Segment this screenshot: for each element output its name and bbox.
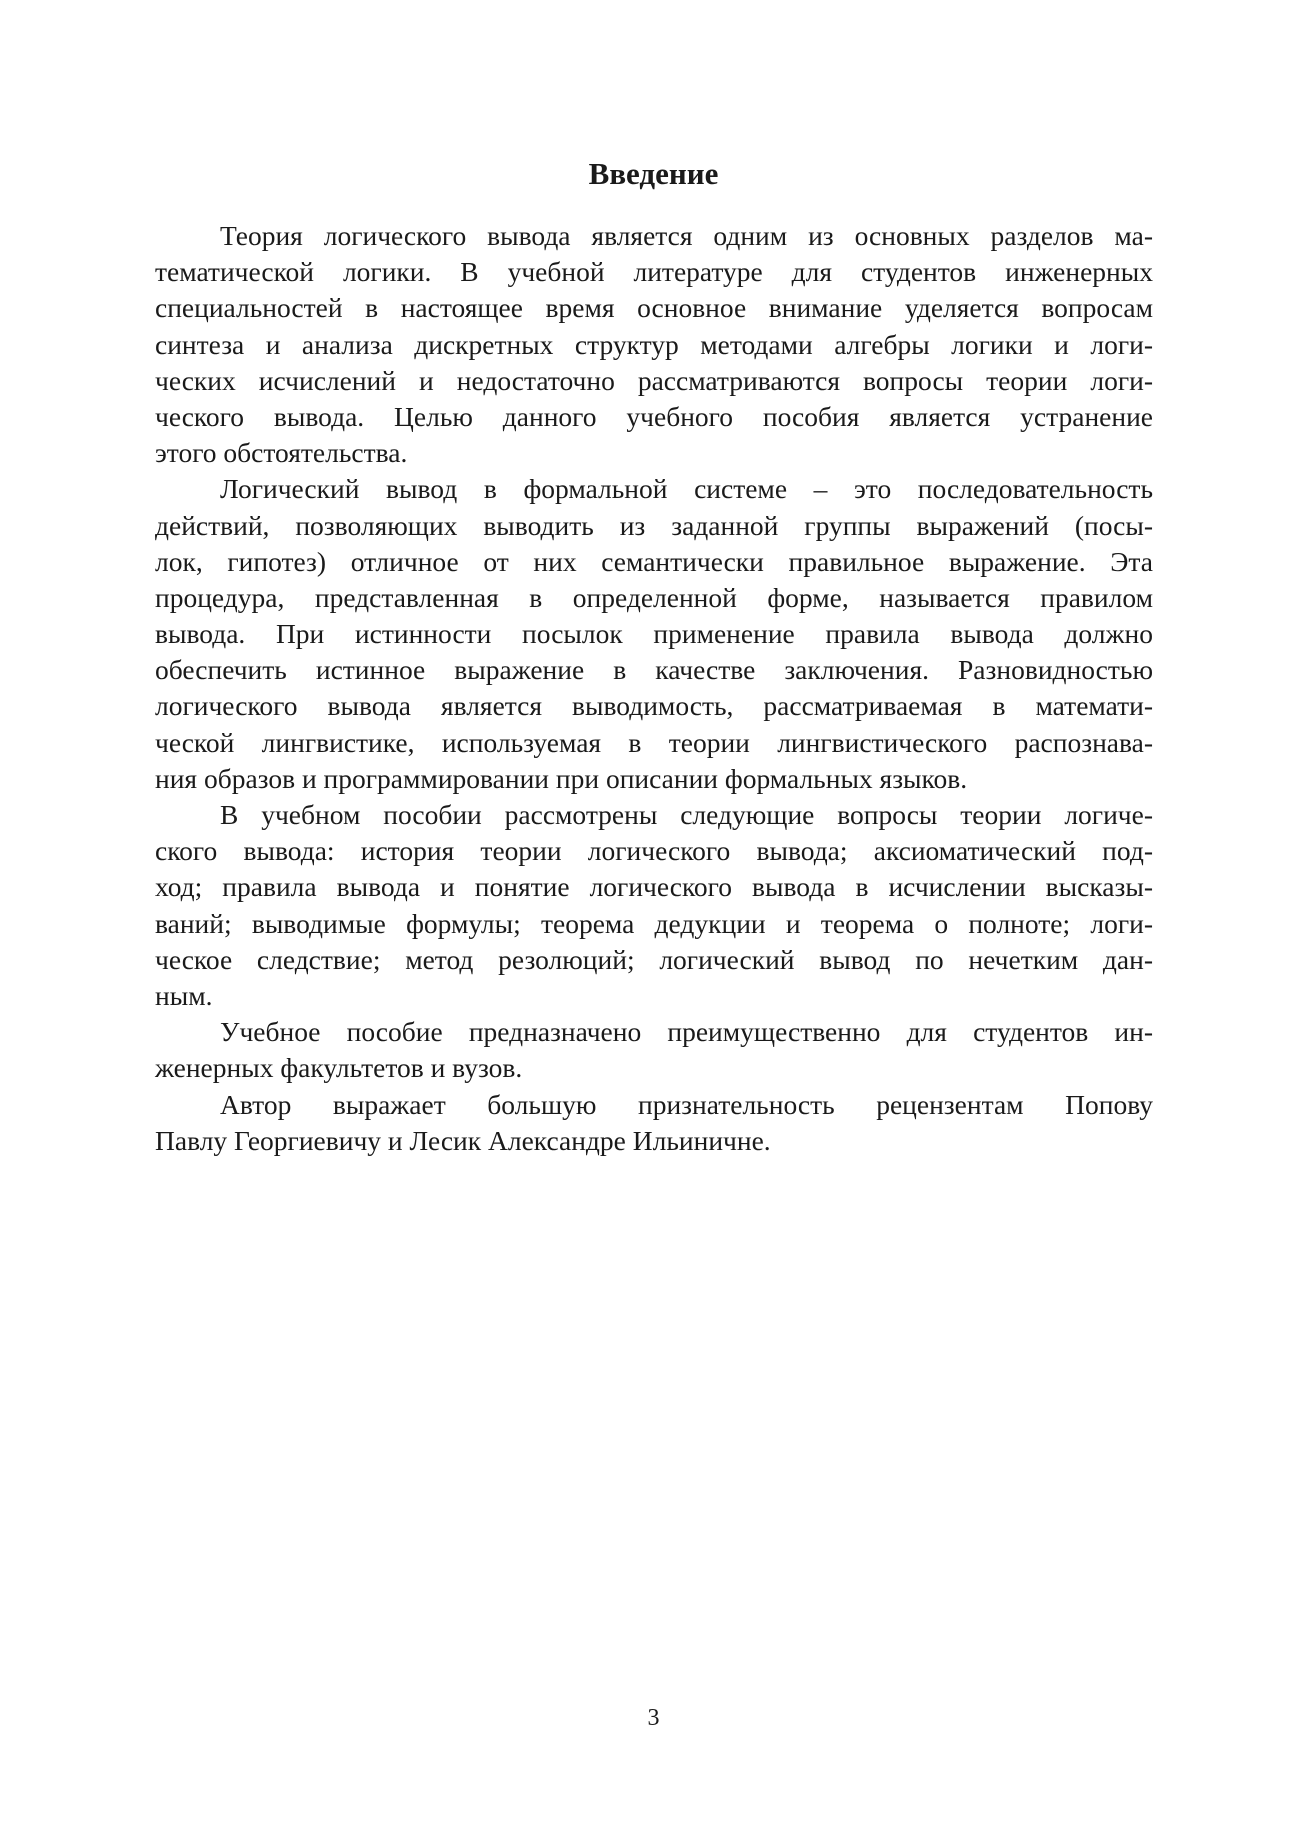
paragraph-1 [155,218,1153,471]
text-line: действий, позволяющих выводить из заданной группы выражений (посы- [155,509,1153,541]
page-title: Введение [588,156,719,191]
paragraph-2 [155,471,1153,797]
text-line: Учебное пособие предназначено преимущественно для студентов ин- [220,1016,1153,1048]
text-line: логического вывода является выводимость, рассматриваемая в математи- [155,690,1153,722]
body-text [155,218,1153,1159]
text-line: специальностей в настоящее время основное внимание уделяется вопросам [155,292,1153,324]
text-line: вывода. При истинности посылок применение правила вывода должно [155,618,1153,650]
text-line: Логический вывод в формальной системе – это последовательность [220,473,1153,505]
text-line: ческое следствие; метод резолюций; логический вывод по нечетким дан- [155,943,1153,975]
text-line: ского вывода: история теории логического вывода; аксиоматический под- [155,835,1153,867]
text-line: Теория логического вывода является одним из основных разделов ма- [220,220,1153,251]
text-line: ческой лингвистике, используемая в теории лингвистического распознава- [155,726,1153,758]
text-line: ческого вывода. Целью данного учебного пособия является устранение [155,400,1153,432]
text-line: этого обстоятельства. [155,437,408,469]
text-line: ваний; выводимые формулы; теорема дедукции и теорема о полноте; логи- [155,907,1153,939]
text-line: ния образов и программировании при описании формальных языков. [155,762,968,794]
page-number: 3 [647,1705,660,1731]
text-line: синтеза и анализа дискретных структур методами алгебры логики и логи- [155,328,1153,360]
paragraph-3 [155,797,1153,1014]
text-line: ческих исчислений и недостаточно рассматриваются вопросы теории логи- [155,364,1153,396]
text-line: процедура, представленная в определенной форме, называется правилом [155,581,1153,613]
text-line: женерных факультетов и вузов. [155,1052,523,1084]
paragraph-4 [155,1014,1153,1086]
text-line: тематической логики. В учебной литературе для студентов инженерных [155,256,1153,288]
text-line: обеспечить истинное выражение в качестве заключения. Разновидностью [155,654,1153,686]
text-line: лок, гипотез) отличное от них семантически правильное выражение. Эта [155,545,1153,577]
text-line: ход; правила вывода и понятие логического вывода в исчислении высказы- [155,871,1153,903]
text-line: Павлу Георгиевичу и Лесик Александре Ильиничне. [155,1124,771,1156]
text-line: Автор выражает большую признательность рецензентам Попову [220,1088,1153,1120]
paragraph-5 [155,1087,1153,1159]
text-line: В учебном пособии рассмотрены следующие вопросы теории логиче- [220,799,1153,830]
text-line: ным. [155,979,213,1011]
